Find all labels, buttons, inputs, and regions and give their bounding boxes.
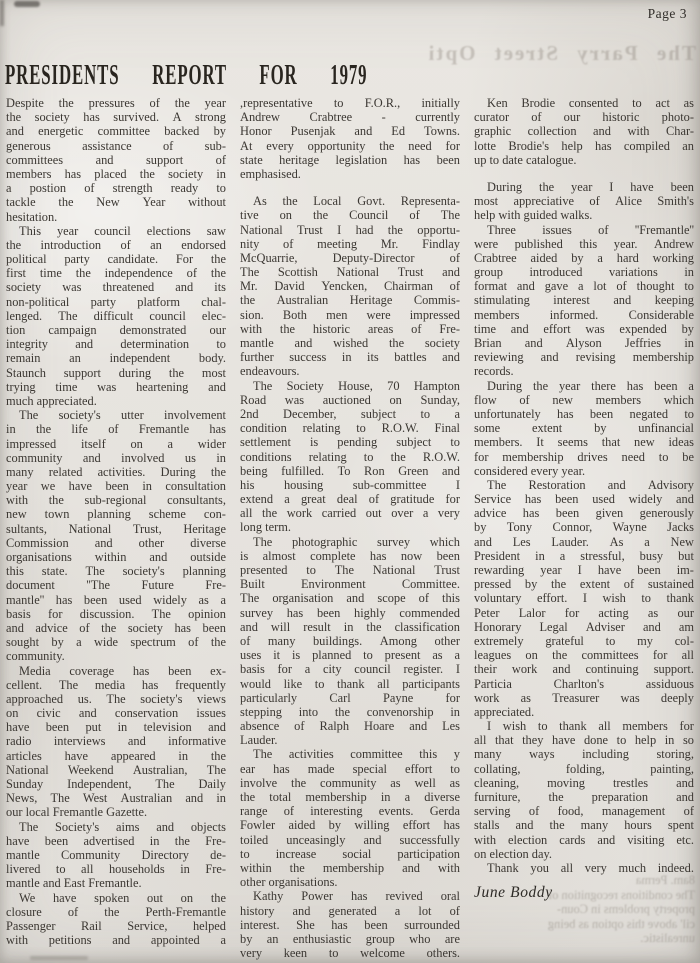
text-line: all the work carried out over a very xyxy=(240,506,460,521)
text-line: have been put in television and xyxy=(6,720,226,735)
text-line: up to date catalogue. xyxy=(474,152,577,167)
text-line: The Society House, 70 Hampton xyxy=(253,378,460,393)
text-line: The photographic survey which xyxy=(253,534,460,549)
text-line: At every opportunity the need for xyxy=(240,138,460,153)
text-line: work as Treasurer was deeply xyxy=(474,690,694,705)
text-line: generous assistance of sub- xyxy=(6,138,226,153)
text-line: 2nd December, subject to a xyxy=(240,406,460,421)
paragraph xyxy=(6,96,226,224)
text-line: by an enthusiastic group who are xyxy=(240,931,460,946)
text-line: absence of Ralph Hoare and Les xyxy=(240,719,460,734)
text-line: Particia Charlton's assiduous xyxy=(474,676,694,691)
text-line: National Weekend Australian, The xyxy=(6,762,226,777)
text-line: The organisation and scope of this xyxy=(240,591,460,606)
text-line: long term. xyxy=(240,520,291,535)
bleedthrough-line: property problems in Coun- xyxy=(557,902,695,917)
text-line: reviewing and revising membership xyxy=(474,350,694,365)
text-line: mantle Community Directory de- xyxy=(6,847,226,862)
text-line: closure of the Perth-Fremantle xyxy=(6,904,226,919)
text-line: have been advertised in the Fre- xyxy=(6,833,226,848)
text-line: emphasised. xyxy=(240,166,301,181)
text-line: mantle and East Fremantle. xyxy=(6,876,142,891)
paragraph xyxy=(474,379,694,478)
text-line: many ways including storing, xyxy=(474,747,694,762)
text-line: News, The West Australian and in xyxy=(6,791,226,806)
text-line: Mr. David Yencken, Chairman of xyxy=(240,279,460,294)
text-line: sion. Both men were impressed xyxy=(240,307,460,322)
text-line: first time the independence of the xyxy=(6,266,226,281)
text-line: Passenger Rail Service, helped xyxy=(6,918,226,933)
text-line: interest. She has been surrounded xyxy=(240,917,460,932)
signature: June Boddy xyxy=(474,884,553,902)
text-line: with election cards and visiting etc. xyxy=(474,832,694,847)
text-line: state heritage legislation has been xyxy=(240,152,460,167)
text-line: community. xyxy=(6,649,65,664)
text-line: cellent. The media has frequently xyxy=(6,677,226,692)
text-line: rewarding year I have been im- xyxy=(474,563,694,577)
text-line: Andrew Crabtree - currently xyxy=(240,110,460,125)
text-line: curator of our historic photo- xyxy=(474,110,694,125)
text-line: within the membership and with xyxy=(240,860,460,875)
bleedthrough-line: cil' above this option as being xyxy=(547,916,695,931)
text-line: Lauder. xyxy=(240,733,278,748)
text-line: Crabtree aided by a hard working xyxy=(474,250,694,265)
text-line: all that they have done to help in so xyxy=(474,733,694,748)
text-line: much appreciated. xyxy=(6,393,97,408)
text-line: pressed by the extent of sustained xyxy=(474,577,694,592)
paragraph xyxy=(240,379,460,535)
text-line: As the Local Govt. Representa- xyxy=(253,194,460,209)
text-line: Brian and Alyson Jeffries in xyxy=(474,336,694,350)
text-line: to increase social participation xyxy=(240,846,460,861)
text-line: remain an independent body. xyxy=(6,351,226,366)
text-line: and energetic committee backed by xyxy=(6,124,226,139)
text-line: furniture, the preparation and xyxy=(474,790,694,804)
paragraph xyxy=(6,408,226,663)
text-line: this state. The society's planning xyxy=(6,564,226,579)
text-line: I wish to thank all members for xyxy=(487,719,694,734)
text-line: the total membership in a diverse xyxy=(240,790,460,804)
text-line: the society has survived. A strong xyxy=(6,110,226,125)
text-line: organisations within and outside xyxy=(6,550,226,564)
text-line: tackle the New Year without xyxy=(6,195,226,210)
text-line: ear has made special effort to xyxy=(240,761,460,776)
text-line: During the year I have been xyxy=(487,179,694,194)
text-line: trying time was heartening and xyxy=(6,379,226,394)
text-line: records. xyxy=(474,364,514,379)
article-column-1 xyxy=(6,96,226,960)
text-line: unfortunately has been negated to xyxy=(474,406,694,421)
text-line: history and generated a lot of xyxy=(240,903,460,918)
text-line: Sunday Independent, The Daily xyxy=(6,777,226,791)
paragraph xyxy=(6,820,226,891)
text-line: time and effort was expended by xyxy=(474,321,694,336)
text-line: his housing sub-committee I xyxy=(240,477,460,492)
text-line: our local Fremantle Gazette. xyxy=(6,805,148,820)
text-line: extremely grateful to my col- xyxy=(474,633,694,648)
text-line: advice has been given generously xyxy=(474,506,694,521)
text-line: Honorary Legal Adviser and am xyxy=(474,619,694,634)
text-line: many related activities. During the xyxy=(6,464,226,479)
text-line: non-political party platform chal- xyxy=(6,294,226,309)
text-line: Honor Pusenjak and Ed Towns. xyxy=(240,124,460,139)
text-line: voluntary effort. I wish to thank xyxy=(474,591,694,606)
paragraph xyxy=(240,747,460,889)
text-line: group introduced variations in xyxy=(474,265,694,280)
text-line: condition relating to R.O.W. Final xyxy=(240,421,460,436)
bleedthrough-headline: The Parry Street Opti xyxy=(426,41,696,65)
text-line: year we have been in consultation xyxy=(6,479,226,494)
paragraph xyxy=(240,535,460,748)
text-line: mantle'' has been used widely as a xyxy=(6,592,226,607)
text-line: Built Environment Committee. xyxy=(240,577,460,592)
text-line: the introduction of an endorsed xyxy=(6,237,226,252)
text-line: stimulating interest and keeping xyxy=(474,293,694,308)
paragraph xyxy=(240,889,460,960)
text-line: format and gave a lot of thought to xyxy=(474,279,694,294)
text-line: other organisations. xyxy=(240,875,338,890)
bleedthrough-line: 8am. Perma xyxy=(635,873,695,888)
page-number: Page 3 xyxy=(647,6,687,21)
text-line: their work and continuing support. xyxy=(474,662,694,677)
text-line: President in a stressful, busy but xyxy=(474,548,694,563)
text-line: community and involved us in xyxy=(6,450,226,465)
paragraph xyxy=(474,96,694,167)
text-line: tion campaign demonstrated our xyxy=(6,323,226,337)
text-line: collating, folding, painting, xyxy=(474,761,694,776)
text-line: presented to The National Trust xyxy=(240,563,460,577)
text-line: basis for discussion. The opinion xyxy=(6,606,226,621)
text-line: involve the community as well as xyxy=(240,775,460,790)
paragraph xyxy=(6,891,226,948)
text-line: and Les Lauder. As a New xyxy=(474,534,694,549)
text-line: further success in its battles and xyxy=(240,350,460,365)
text-line: the Australian Heritage Commis- xyxy=(240,293,460,308)
text-line: impressed itself on a wider xyxy=(6,436,226,451)
text-line: Three issues of ''Fremantle'' xyxy=(487,222,694,237)
text-line: considered every year. xyxy=(474,463,586,478)
text-line: leagues on the committees for all xyxy=(474,648,694,663)
bleedthrough-line: unrealistic. xyxy=(640,931,695,946)
text-line: political party candidate. For the xyxy=(6,252,226,267)
paragraph xyxy=(474,478,694,719)
article-title: PRESIDENTS REPORT FOR 1979 xyxy=(5,59,368,91)
text-line: and will result in the classification xyxy=(240,619,460,634)
text-line: Road was auctioned on Sunday, xyxy=(240,392,460,407)
text-line: new town planning scheme con- xyxy=(6,507,226,522)
text-line: integrity and determination to xyxy=(6,337,226,352)
text-line: mantle and wished the society xyxy=(240,336,460,350)
bleedthrough-footer xyxy=(477,873,695,946)
text-line: Fowler aided by willing effort has xyxy=(240,818,460,833)
text-line: members informed. Considerable xyxy=(474,307,694,322)
text-line: graphic collection and with Char- xyxy=(474,124,694,139)
text-line: ,representative to F.O.R., initially xyxy=(240,96,460,110)
text-line: conditions relating to the R.O.W. xyxy=(240,449,460,464)
text-line: serving of food, management of xyxy=(474,804,694,819)
text-line: During the year there has been a xyxy=(487,378,694,393)
text-line: with the historic areas of Fre- xyxy=(240,321,460,336)
scan-smudge xyxy=(0,0,4,26)
bleedthrough-line: The conditions recognition of xyxy=(548,887,695,902)
paragraph xyxy=(474,180,694,223)
text-line: appreciated. xyxy=(474,704,535,719)
text-line: basis for a city council register. I xyxy=(240,662,460,677)
text-line: for membership drives need to be xyxy=(474,449,694,464)
text-line: committees and support of xyxy=(6,152,226,167)
text-line: toiled unceasingly and successfully xyxy=(240,832,460,847)
text-line: range of interesting events. Gerda xyxy=(240,804,460,819)
text-line: The Restoration and Advisory xyxy=(487,477,694,492)
text-line: hesitation. xyxy=(6,209,58,224)
text-line: very keen to welcome others. xyxy=(240,946,460,961)
text-line: cleaning, moving trestles and xyxy=(474,775,694,790)
paragraph xyxy=(6,664,226,820)
text-line: a postion of strength ready to xyxy=(6,181,226,196)
text-line: flow of new members which xyxy=(474,392,694,407)
article-body xyxy=(6,96,694,960)
scan-smudge xyxy=(14,1,40,7)
text-line: settlement is pending subject to xyxy=(240,435,460,450)
paragraph xyxy=(474,719,694,861)
paragraph xyxy=(474,223,694,379)
text-line: on election day. xyxy=(474,846,552,861)
text-line: endeavours. xyxy=(240,364,300,379)
text-line: document ''The Future Fre- xyxy=(6,578,226,593)
text-line: society was threatened and its xyxy=(6,280,226,295)
paragraph xyxy=(240,194,460,378)
text-line: approached us. The society's views xyxy=(6,691,226,706)
text-line: We have spoken out on the xyxy=(19,890,226,905)
text-line: help with guided walks. xyxy=(474,208,593,223)
text-line: members has placed the society in xyxy=(6,166,226,181)
text-line: sultants, National Trust, Heritage xyxy=(6,521,226,536)
text-line: Peter Lalor for acting as our xyxy=(474,605,694,620)
text-line: is almost complete has now been xyxy=(240,548,460,563)
text-line: Despite the pressures of the year xyxy=(6,96,226,110)
text-line: The activities committee this y xyxy=(253,747,460,762)
text-line: sought by a wide spectrum of the xyxy=(6,635,226,650)
article-column-2 xyxy=(240,96,460,960)
text-line: in the life of Fremantle has xyxy=(6,422,226,437)
text-line: stalls and the many hours spent xyxy=(474,818,694,833)
paragraph xyxy=(6,224,226,408)
text-line: would like to thank all participants xyxy=(240,676,460,691)
text-line: Ken Brodie consented to act as xyxy=(487,96,694,110)
text-line: survey has been highly commended xyxy=(240,605,460,620)
text-line: Commission and other diverse xyxy=(6,535,226,550)
text-line: Thank you all very much indeed. xyxy=(487,860,694,875)
text-line: members. It seems that new ideas xyxy=(474,435,694,450)
article-column-3 xyxy=(474,96,694,960)
text-line: stepping into the convenorship in xyxy=(240,704,460,719)
text-line: National Trust I had the opportu- xyxy=(240,222,460,237)
text-line: This year council elections saw xyxy=(19,223,226,238)
text-line: The Society's aims and objects xyxy=(19,819,226,834)
text-line: lenged. The difficult council elec- xyxy=(6,308,226,323)
text-line: on civic and conservation issues xyxy=(6,706,226,721)
text-line: Kathy Power has revived oral xyxy=(253,889,460,904)
text-line: Media coverage has been ex- xyxy=(19,663,226,678)
text-line: by Tony Connor, Wayne Jacks xyxy=(474,520,694,535)
text-line: McQuarrie, Deputy-Director of xyxy=(240,250,460,265)
text-line: and advice of the society has been xyxy=(6,620,226,635)
text-line: most appreciative of Alice Smith's xyxy=(474,194,694,209)
paragraph xyxy=(240,96,460,181)
text-line: livered to all households in Fre- xyxy=(6,862,226,877)
text-line: Staunch support during the most xyxy=(6,365,226,380)
text-line: with petitions and appointed a xyxy=(6,933,226,948)
text-line: Service has been used widely and xyxy=(474,492,694,507)
text-line: tive on the Council of The xyxy=(240,208,460,223)
text-line: nity of meeting Mr. Findlay xyxy=(240,236,460,251)
text-line: being fulfilled. To Ron Green and xyxy=(240,463,460,478)
text-line: extend a great deal of gratitude for xyxy=(240,492,460,507)
text-line: were published this year. Andrew xyxy=(474,236,694,251)
text-line: some extent by unfinancial xyxy=(474,421,694,436)
text-line: with the sub-regional consultants, xyxy=(6,493,226,508)
text-line: uses it is planned to present as a xyxy=(240,648,460,663)
text-line: of many buildings. Among other xyxy=(240,633,460,648)
text-line: The society's utter involvement xyxy=(19,408,226,423)
text-line: particularly Carl Payne for xyxy=(240,690,460,705)
text-line: radio interviews and informative xyxy=(6,734,226,749)
text-line: The Scottish National Trust and xyxy=(240,265,460,280)
text-line: articles have appeared in the xyxy=(6,748,226,763)
text-line: lotte Brodie's help has compiled an xyxy=(474,138,694,153)
